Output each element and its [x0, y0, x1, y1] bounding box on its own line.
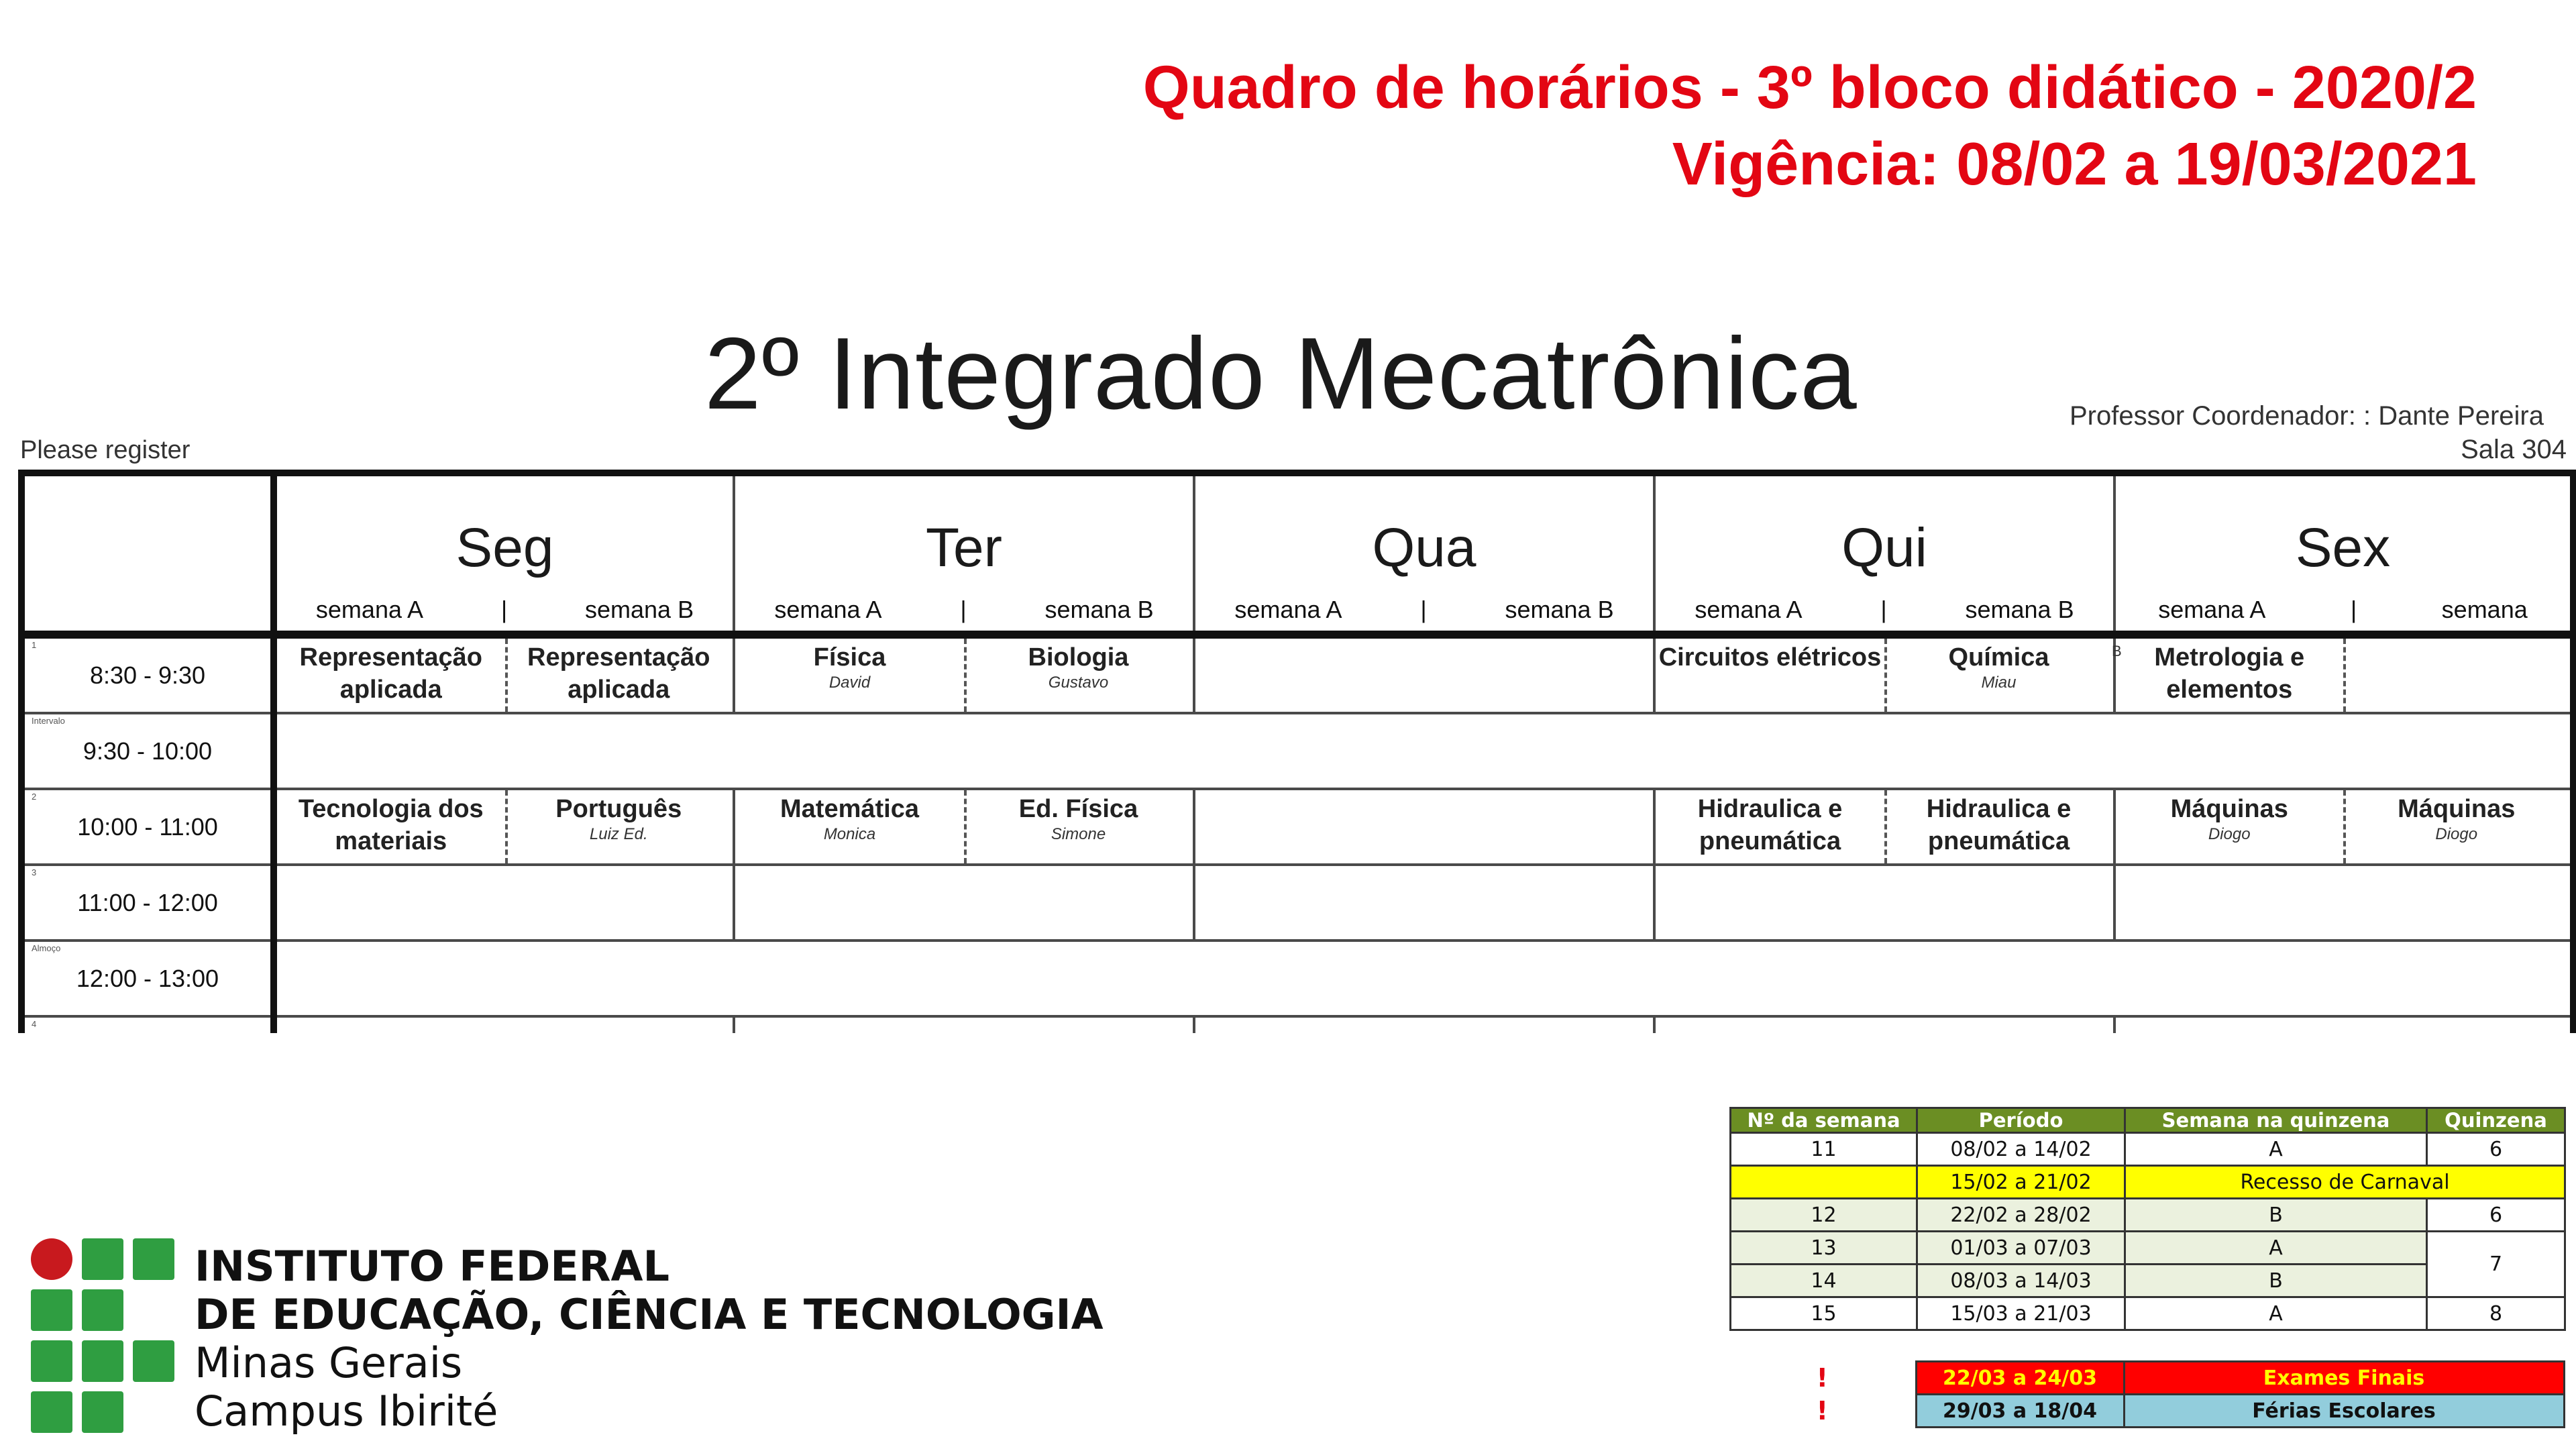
week-separator: |	[500, 596, 508, 623]
week-letter: B	[2125, 1199, 2427, 1232]
institute-logo-icon	[31, 1238, 178, 1433]
please-register-text: Please register	[20, 436, 191, 464]
slot-index: 2	[32, 792, 37, 802]
week-a-label: semana A	[1234, 596, 1342, 623]
slot-index: 1	[32, 640, 37, 650]
event-label: Exames Finais	[2124, 1362, 2564, 1395]
time-label: 9:30 - 10:00	[83, 737, 213, 765]
time-row	[21, 635, 2573, 713]
week-calendar-table	[1729, 1107, 2566, 1331]
week-number: 13	[1731, 1232, 1917, 1265]
teacher: Diogo	[2208, 825, 2251, 843]
time-label: 10:00 - 11:00	[77, 812, 218, 841]
subject: Química	[1948, 643, 2049, 672]
empty-cell	[1194, 1016, 1654, 1033]
subject: Matemática	[780, 795, 919, 823]
day-name: Seg	[455, 517, 554, 578]
empty-cell	[1654, 1016, 2114, 1033]
holiday-label: Recesso de Carnaval	[2125, 1166, 2565, 1199]
slot-label: Almoço	[32, 943, 61, 953]
time-row	[21, 789, 2573, 865]
week-number: 11	[1731, 1133, 1917, 1166]
week-letter: A	[2125, 1133, 2427, 1166]
class-title: 2º Integrado Mecatrônica	[704, 317, 1858, 431]
timetable	[18, 470, 2576, 1033]
stray-mark: B	[2112, 643, 2122, 659]
week-letter: B	[2125, 1265, 2427, 1297]
day-name: Qua	[1372, 517, 1477, 578]
fortnight: 6	[2427, 1199, 2565, 1232]
empty-cell	[274, 865, 734, 941]
week-b-label: semana B	[1505, 596, 1614, 623]
week-separator: |	[1420, 596, 1427, 623]
day-name: Ter	[926, 517, 1002, 578]
week-b-label: semana B	[1965, 596, 2074, 623]
class-cell	[734, 635, 1194, 713]
subject: Biologia	[1028, 643, 1129, 672]
subject: Máquinas	[2398, 795, 2516, 823]
period: 22/02 a 28/02	[1917, 1199, 2125, 1232]
time-label: 12:00 - 13:00	[76, 964, 219, 992]
corner-cell	[21, 473, 274, 635]
period: 01/03 a 07/03	[1917, 1232, 2125, 1265]
time-row	[21, 713, 2573, 789]
time-cell	[21, 941, 274, 1016]
subject: Representação aplicada	[299, 643, 482, 704]
time-label: 11:00 - 12:00	[77, 888, 218, 916]
subject: Hidraulica e pneumática	[1697, 795, 1843, 855]
schedule-header-title: Quadro de horários - 3º bloco didático - 2020/2	[1142, 54, 2477, 121]
week-b-label: semana B	[585, 596, 694, 623]
coordinator-text: Professor Coordenador: : Dante Pereira	[2069, 401, 2544, 431]
day-header-qua	[1194, 473, 1654, 635]
event-row	[1729, 1395, 2564, 1428]
class-cell	[2114, 635, 2573, 713]
alert-icon: !	[1816, 1396, 1828, 1426]
class-cell	[1654, 635, 2114, 713]
empty-cell	[734, 865, 1194, 941]
table-row	[1731, 1199, 2565, 1232]
week-a-label: semana A	[2158, 596, 2266, 623]
subject: Circuitos elétricos	[1658, 643, 1882, 672]
event-label: Férias Escolares	[2124, 1395, 2564, 1428]
day-header-seg	[274, 473, 734, 635]
fortnight: 7	[2427, 1232, 2565, 1297]
week-b-label: semana B	[1044, 596, 1154, 623]
empty-cell	[1194, 865, 1654, 941]
institution-name	[195, 1242, 1104, 1436]
empty-cell	[1654, 865, 2114, 941]
slot-index: 4	[32, 1019, 37, 1029]
empty-cell	[274, 1016, 734, 1033]
column-header: Período	[1917, 1108, 2125, 1133]
subject: Máquinas	[2170, 795, 2288, 823]
week-separator: |	[1880, 596, 1887, 623]
interval-cell	[274, 713, 2573, 789]
subject: Física	[813, 643, 886, 672]
teacher: Simone	[1051, 825, 1106, 843]
week-a-label: semana A	[1695, 596, 1803, 623]
class-cell	[2114, 789, 2573, 865]
slot-index: 3	[32, 867, 37, 877]
day-header-row	[21, 473, 2573, 635]
week-number: 14	[1731, 1265, 1917, 1297]
teacher: David	[828, 674, 871, 692]
subject: Representação aplicada	[527, 643, 710, 704]
day-name: Qui	[1841, 517, 1927, 578]
column-header: Nº da semana	[1731, 1108, 1917, 1133]
class-cell	[274, 635, 734, 713]
subject: Português	[555, 795, 682, 823]
day-name: Sex	[2295, 517, 2391, 578]
empty-cell	[2114, 1016, 2573, 1033]
empty-cell	[734, 1016, 1194, 1033]
column-header: Quinzena	[2427, 1108, 2565, 1133]
week-number: 15	[1731, 1297, 1917, 1330]
events-table	[1729, 1360, 2565, 1428]
time-cell	[21, 635, 274, 713]
time-cell	[21, 1016, 274, 1033]
day-header-sex	[2112, 473, 2573, 659]
time-cell	[21, 789, 274, 865]
schedule-image	[0, 315, 2576, 1033]
class-cell	[734, 789, 1194, 865]
week-a-label: semana A	[774, 596, 882, 623]
subject: Hidraulica e pneumática	[1926, 795, 2072, 855]
time-cell	[21, 865, 274, 941]
event-row	[1729, 1362, 2564, 1395]
institution-line: Campus Ibirité	[195, 1387, 498, 1436]
time-cell	[21, 713, 274, 789]
period: 15/03 a 21/03	[1917, 1297, 2125, 1330]
subject: Ed. Física	[1018, 795, 1138, 823]
institution-line: DE EDUCAÇÃO, CIÊNCIA E TECNOLOGIA	[195, 1290, 1104, 1339]
week-number: 12	[1731, 1199, 1917, 1232]
class-cell	[1654, 789, 2114, 865]
period: 08/02 a 14/02	[1917, 1133, 2125, 1166]
day-header-qui	[1654, 473, 2114, 635]
teacher: Luiz Ed.	[589, 825, 648, 843]
slot-label: Intervalo	[32, 716, 65, 726]
time-row	[21, 1016, 2573, 1033]
day-header-ter	[734, 473, 1194, 635]
blank-cell	[1731, 1166, 1917, 1199]
validity-period: Vigência: 08/02 a 19/03/2021	[1672, 131, 2477, 198]
empty-cell	[2114, 865, 2573, 941]
teacher: Miau	[1981, 674, 2017, 692]
institution-line: Minas Gerais	[195, 1338, 463, 1387]
event-period: 22/03 a 24/03	[1916, 1362, 2124, 1395]
lunch-cell	[274, 941, 2573, 1016]
alert-icon: !	[1816, 1363, 1828, 1393]
time-label: 8:30 - 9:30	[89, 661, 206, 689]
week-a-label: semana A	[315, 596, 424, 623]
table-row	[1731, 1166, 2565, 1199]
week-separator: |	[2350, 596, 2357, 623]
teacher: Monica	[823, 825, 876, 843]
empty-cell	[1194, 789, 1654, 865]
empty-cell	[1194, 635, 1654, 713]
week-separator: |	[960, 596, 967, 623]
subject: Tecnologia dos materiais	[298, 795, 484, 855]
period: 15/02 a 21/02	[1917, 1166, 2125, 1199]
table-row	[1731, 1133, 2565, 1166]
table-row	[1731, 1297, 2565, 1330]
column-header: Semana na quinzena	[2125, 1108, 2427, 1133]
subject: Metrologia e elementos	[2154, 643, 2305, 704]
event-period: 29/03 a 18/04	[1916, 1395, 2124, 1428]
time-row	[21, 941, 2573, 1016]
institution-line: INSTITUTO FEDERAL	[195, 1242, 669, 1291]
week-b-label: semana	[2441, 596, 2528, 623]
week-letter: A	[2125, 1297, 2427, 1330]
teacher: Gustavo	[1048, 674, 1109, 692]
table-row	[1731, 1232, 2565, 1265]
fortnight: 6	[2427, 1133, 2565, 1166]
week-letter: A	[2125, 1232, 2427, 1265]
time-row	[21, 865, 2573, 941]
class-cell	[274, 789, 734, 865]
room-text: Sala 304	[2461, 435, 2567, 464]
fortnight: 8	[2427, 1297, 2565, 1330]
teacher: Diogo	[2435, 825, 2478, 843]
period: 08/03 a 14/03	[1917, 1265, 2125, 1297]
